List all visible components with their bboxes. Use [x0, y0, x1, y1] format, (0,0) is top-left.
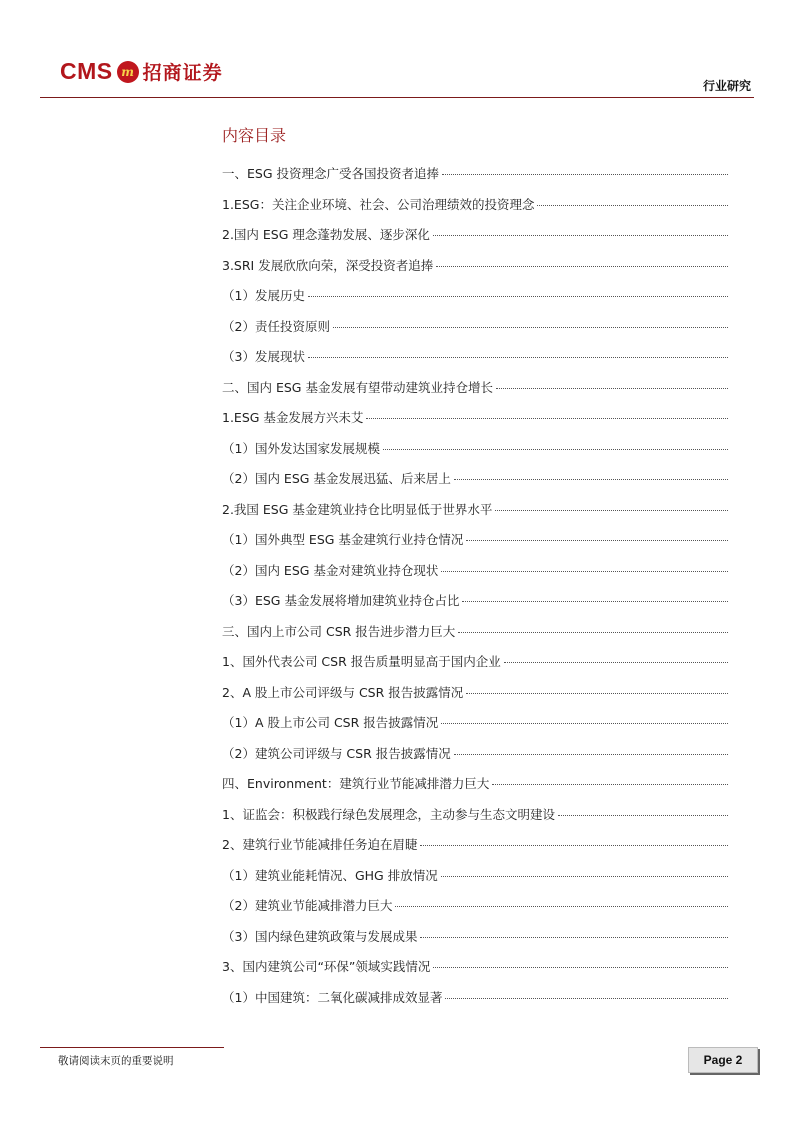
toc-entry-text: （2）国内 ESG 基金对建筑业持仓现状	[222, 562, 439, 578]
toc-entry-text: 1、证监会：积极践行绿色发展理念，主动参与生态文明建设	[222, 806, 555, 822]
toc-entry-text: （1）国外典型 ESG 基金建筑行业持仓情况	[222, 532, 464, 547]
toc-entry-text: 一、ESG 投资理念广受各国投资者追捧	[222, 166, 439, 181]
toc-leader-dots	[308, 357, 728, 358]
toc-entry-text: （3）发展现状	[222, 349, 305, 364]
toc-entry[interactable]	[222, 835, 728, 866]
toc-entry[interactable]	[222, 622, 728, 653]
toc-entry[interactable]	[222, 500, 728, 531]
toc-entry-text: （2）国内 ESG 基金发展迅猛、后来居上	[222, 471, 451, 486]
toc-leader-dots	[333, 327, 728, 328]
toc-leader-dots	[458, 632, 728, 633]
toc-leader-dots	[420, 937, 728, 938]
toc-entry-text: （2）责任投资原则	[222, 318, 330, 334]
toc-entry[interactable]	[222, 378, 728, 409]
toc-entry[interactable]	[222, 866, 728, 897]
toc-entry-text: 1.ESG：关注企业环境、社会、公司治理绩效的投资理念	[222, 196, 535, 212]
header-divider	[40, 97, 754, 98]
toc-leader-dots	[420, 845, 728, 846]
toc-leader-dots	[454, 479, 728, 480]
toc-leader-dots	[454, 754, 728, 755]
toc-leader-dots	[308, 296, 728, 297]
toc-leader-dots	[433, 967, 728, 968]
toc-entry[interactable]	[222, 561, 728, 592]
toc-entry[interactable]	[222, 683, 728, 714]
toc-leader-dots	[441, 571, 728, 572]
toc-title: 内容目录	[222, 126, 287, 145]
toc-leader-dots	[495, 510, 728, 511]
toc-entry[interactable]	[222, 652, 728, 683]
toc-entry[interactable]	[222, 591, 728, 622]
toc-entry-text: 二、国内 ESG 基金发展有望带动建筑业持仓增长	[222, 379, 493, 395]
toc-entry-text: （1）国外发达国家发展规模	[222, 440, 380, 456]
toc-entry-text: （3）ESG 基金发展将增加建筑业持仓占比	[222, 593, 460, 608]
toc-leader-dots	[558, 815, 728, 816]
toc-entry[interactable]	[222, 469, 728, 500]
toc-entry-text: 1.ESG 基金发展方兴未艾	[222, 410, 364, 425]
toc-entry-text: 四、Environment：建筑行业节能减排潜力巨大	[222, 776, 490, 791]
company-logo	[60, 58, 223, 85]
footer-disclaimer-note: 敬请阅读末页的重要说明	[58, 1055, 174, 1067]
toc-entry-text: 2.我国 ESG 基金建筑业持仓比明显低于世界水平	[222, 501, 493, 517]
toc-entry-text: （2）建筑公司评级与 CSR 报告披露情况	[222, 745, 451, 761]
toc-leader-dots	[383, 449, 728, 450]
toc-entry[interactable]	[222, 195, 728, 226]
toc-entry-text: 3、国内建筑公司“环保”领域实践情况	[222, 959, 431, 974]
page-number-badge: Page 2	[688, 1047, 758, 1073]
toc-leader-dots	[504, 662, 728, 663]
toc-entry[interactable]	[222, 286, 728, 317]
toc-entry[interactable]	[222, 927, 728, 958]
toc-entry[interactable]	[222, 713, 728, 744]
toc-leader-dots	[441, 876, 728, 877]
toc-entry-text: 2、建筑行业节能减排任务迫在眉睫	[222, 837, 418, 852]
toc-entry-text: （1）A 股上市公司 CSR 报告披露情况	[222, 715, 439, 730]
toc-leader-dots	[366, 418, 728, 419]
toc-leader-dots	[466, 693, 728, 694]
toc-leader-dots	[433, 235, 728, 236]
toc-entry[interactable]	[222, 225, 728, 256]
toc-entry-text: （2）建筑业节能减排潜力巨大	[222, 898, 393, 913]
toc-entry[interactable]	[222, 896, 728, 927]
toc-entry-text: （3）国内绿色建筑政策与发展成果	[222, 928, 418, 944]
toc-entry-text: 3.SRI 发展欣欣向荣，深受投资者追捧	[222, 257, 434, 273]
toc-leader-dots	[442, 174, 728, 175]
toc-entry-text: 1、国外代表公司 CSR 报告质量明显高于国内企业	[222, 654, 501, 669]
toc-entry-text: （1）中国建筑：二氧化碳减排成效显著	[222, 989, 443, 1005]
toc-leader-dots	[462, 601, 728, 602]
toc-entry[interactable]	[222, 957, 728, 988]
toc-entry-text: （1）建筑业能耗情况、GHG 排放情况	[222, 867, 438, 883]
toc-entry[interactable]	[222, 744, 728, 775]
toc-entry[interactable]	[222, 408, 728, 439]
logo-emblem-icon: m	[117, 61, 139, 83]
toc-entry-text: 2.国内 ESG 理念蓬勃发展、逐步深化	[222, 227, 430, 242]
toc-entry[interactable]	[222, 439, 728, 470]
logo-text: CMS	[60, 58, 113, 84]
logo-company-name: 招商证券	[142, 62, 223, 84]
toc-leader-dots	[466, 540, 728, 541]
toc-leader-dots	[496, 388, 728, 389]
toc-entry[interactable]	[222, 988, 728, 1019]
toc-entry[interactable]	[222, 317, 728, 348]
toc-entry[interactable]	[222, 805, 728, 836]
toc-entry-text: 2、A 股上市公司评级与 CSR 报告披露情况	[222, 684, 464, 700]
toc-leader-dots	[445, 998, 728, 999]
toc-entry-text: （1）发展历史	[222, 288, 305, 303]
toc-entry-text: 三、国内上市公司 CSR 报告进步潜力巨大	[222, 623, 456, 639]
footer-divider	[40, 1047, 224, 1048]
toc-leader-dots	[441, 723, 728, 724]
toc-entry[interactable]	[222, 774, 728, 805]
toc-entry[interactable]	[222, 164, 728, 195]
toc-entry[interactable]	[222, 256, 728, 287]
toc-leader-dots	[537, 205, 728, 206]
table-of-contents	[222, 164, 728, 1018]
toc-entry[interactable]	[222, 530, 728, 561]
toc-leader-dots	[395, 906, 728, 907]
toc-leader-dots	[436, 266, 728, 267]
report-category: 行业研究	[702, 79, 751, 93]
toc-leader-dots	[492, 784, 728, 785]
toc-entry[interactable]	[222, 347, 728, 378]
